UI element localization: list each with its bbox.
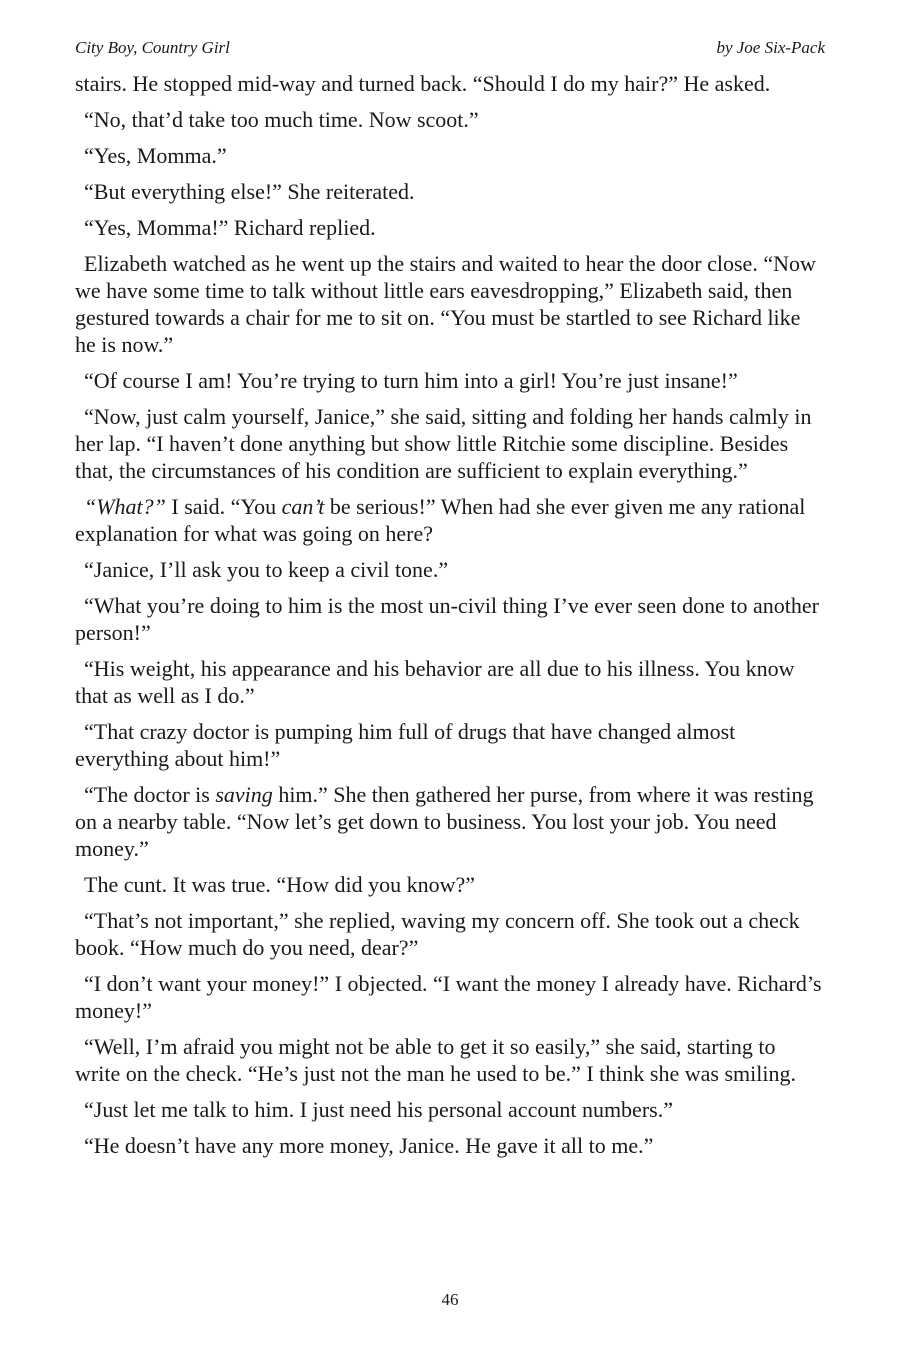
paragraph: “That crazy doctor is pumping him full of drugs that have changed almost everything about him!” (75, 719, 736, 771)
paragraph: Elizabeth watched as he went up the stairs and waited to hear the door close. “Now we have some time to talk without little ears eavesdropping,” Elizabeth said, then gestured towards a chair for me to sit on. “You must be startled to see Richard like he is now.” (75, 251, 816, 357)
paragraph (75, 493, 825, 547)
paragraph: “Of course I am! You’re trying to turn him into a girl! You’re just insane!” (84, 368, 738, 393)
italic-text: “What?” (84, 494, 166, 519)
page-number: 46 (441, 1290, 459, 1309)
paragraph: “What you’re doing to him is the most un-civil thing I’ve ever seen done to another person!” (75, 593, 819, 645)
paragraph: stairs. He stopped mid-way and turned back. “Should I do my hair?” He asked. (75, 71, 771, 96)
page-body (75, 70, 825, 1168)
author-name: by Joe Six-Pack (716, 38, 825, 57)
paragraph-text: “The doctor is (84, 782, 216, 807)
paragraph: “No, that’d take too much time. Now scoot.” (84, 107, 479, 132)
paragraph: “Just let me talk to him. I just need his personal account numbers.” (84, 1097, 673, 1122)
paragraph: “Yes, Momma.” (84, 143, 227, 168)
paragraph: “I don’t want your money!” I objected. “I want the money I already have. Richard’s money!” (75, 971, 822, 1023)
paragraph: “Yes, Momma!” Richard replied. (84, 215, 376, 240)
paragraph-text: be serious!” When had she ever given me any rational explanation for what was going on here? (75, 494, 806, 546)
paragraph-text: him.” She then gathered her purse, from where it was resting on a nearby table. “Now let’s get down to business. You lost your job. You need money.” (75, 782, 814, 861)
paragraph: The cunt. It was true. “How did you know?” (84, 872, 476, 897)
book-title: City Boy, Country Girl (75, 38, 230, 57)
italic-text: saving (215, 782, 273, 807)
paragraph: “That’s not important,” she replied, waving my concern off. She took out a check book. “How much do you need, dear?” (75, 908, 800, 960)
paragraph-text: I said. “You (165, 494, 282, 519)
running-header (75, 36, 825, 60)
italic-text: can’t (281, 494, 325, 519)
paragraph: “Well, I’m afraid you might not be able to get it so easily,” she said, starting to write on the check. “He’s just not the man he used to be.” I think she was smiling. (75, 1034, 796, 1086)
paragraph: “Now, just calm yourself, Janice,” she said, sitting and folding her hands calmly in her lap. “I haven’t done anything but show little Ritchie some discipline. Besides that, the circumstances of his condition are sufficient to explain everything.” (75, 404, 812, 483)
paragraph: “Janice, I’ll ask you to keep a civil tone.” (84, 557, 449, 582)
paragraph: “He doesn’t have any more money, Janice. He gave it all to me.” (84, 1133, 654, 1158)
paragraph (75, 781, 825, 862)
paragraph: “But everything else!” She reiterated. (84, 179, 415, 204)
paragraph: “His weight, his appearance and his behavior are all due to his illness. You know that as well as I do.” (75, 656, 795, 708)
